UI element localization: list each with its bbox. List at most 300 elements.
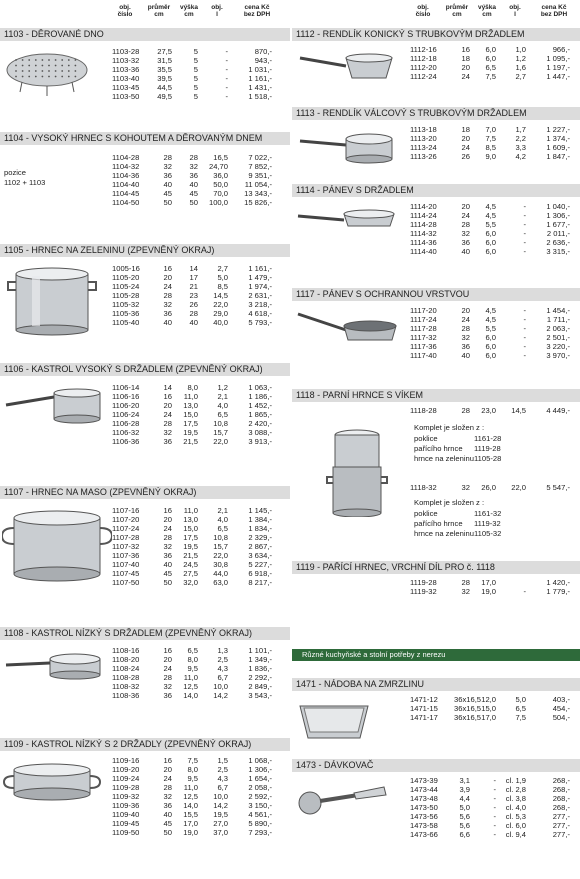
diameter: 50 [163, 198, 172, 207]
price: 3 218,- [248, 300, 272, 309]
table-row [112, 47, 282, 56]
price: 8 217,- [248, 578, 272, 587]
volume: - [225, 56, 228, 65]
product-code: 1117-24 [410, 315, 437, 324]
product-code: 1109-16 [112, 756, 140, 765]
volume: - [523, 333, 526, 342]
height: 17,5 [183, 419, 198, 428]
product-code: 1114-40 [410, 247, 437, 256]
table-row [410, 202, 580, 211]
product-code: 1105-20 [112, 273, 140, 282]
product-code: 1106-24 [112, 410, 140, 419]
table-row [112, 792, 282, 801]
price: 2 867,- [248, 542, 272, 551]
lowpan-image [2, 647, 112, 692]
volume: - [225, 74, 228, 83]
product-code: 1107-40 [112, 560, 140, 569]
height: 12,5 [183, 792, 198, 801]
height: 21 [189, 282, 198, 291]
product-code: 1109-24 [112, 774, 140, 783]
price: 1 834,- [248, 524, 272, 533]
price: 1 306,- [546, 211, 570, 220]
set-heading: Komplet je složen z : [414, 423, 485, 432]
price: 1 420,- [546, 578, 570, 587]
volume: 14,5 [213, 291, 228, 300]
price: 1 063,- [248, 383, 272, 392]
table-row [112, 524, 282, 533]
height: 5 [193, 92, 198, 101]
volume: 29,0 [213, 309, 228, 318]
volume: 1,7 [515, 125, 526, 134]
height: 5 [193, 83, 198, 92]
price: 1 349,- [248, 655, 272, 664]
table-row [112, 162, 282, 171]
set-part-code: 1105-32 [474, 529, 502, 538]
diameter: 16 [163, 646, 172, 655]
height: 45 [189, 189, 198, 198]
height: 26 [189, 300, 198, 309]
table-row [112, 828, 282, 837]
volume: 3,3 [515, 143, 526, 152]
product-code: 1114-36 [410, 238, 437, 247]
height: 15,0 [183, 524, 198, 533]
product-code: 1473-50 [410, 803, 438, 812]
diameter: 5,6 [459, 821, 470, 830]
product-code: 1112-24 [410, 72, 437, 81]
diameter: 6,6 [459, 830, 470, 839]
header-diameter: průměr cm [147, 4, 171, 18]
product-code: 1112-18 [410, 54, 437, 63]
price: 1 040,- [546, 202, 570, 211]
header-price: cena Kč bez DPH [540, 4, 568, 18]
section-title: 1109 - KASTROL NÍZKÝ S 2 DRŽADLY (ZPEVNĚNÝ OKRAJ) [0, 738, 290, 751]
diameter: 16 [163, 392, 172, 401]
header-height: výška cm [179, 4, 199, 18]
height: 12,0 [481, 695, 496, 704]
height: 6,5 [187, 646, 198, 655]
product-code: 1107-36 [112, 551, 140, 560]
product-code: 1471-17 [410, 713, 438, 722]
price: 277,- [552, 821, 570, 830]
diameter: 3,1 [459, 776, 470, 785]
height: 8,0 [187, 655, 198, 664]
volume: 100,0 [208, 198, 228, 207]
set-heading: Komplet je složen z : [414, 498, 485, 507]
volume: - [523, 342, 526, 351]
product-section [292, 561, 580, 681]
product-code: 1103-45 [112, 83, 140, 92]
table-row [112, 410, 282, 419]
height: 15,0 [481, 704, 496, 713]
table-row [112, 264, 282, 273]
height: 5,5 [485, 324, 496, 333]
set-part-name: pařícího hrnce [414, 444, 463, 453]
volume: cl. 9,4 [505, 830, 526, 839]
height: 8,5 [485, 143, 496, 152]
volume: - [225, 83, 228, 92]
height: 6,0 [485, 342, 496, 351]
set-part-code: 1161-28 [474, 434, 502, 443]
price: 1 227,- [546, 125, 570, 134]
table-row [112, 646, 282, 655]
volume: - [523, 306, 526, 315]
product-table [112, 153, 282, 207]
product-code: 1109-28 [112, 783, 140, 792]
table-row [112, 756, 282, 765]
volume: 22,0 [213, 551, 228, 560]
product-table [112, 646, 282, 700]
table-row [410, 143, 580, 152]
price: 268,- [552, 803, 570, 812]
product-code: 1119-32 [410, 587, 437, 596]
height: 17 [189, 273, 198, 282]
diameter: 40 [163, 810, 172, 819]
height: 50 [189, 198, 198, 207]
diameter: 24 [163, 664, 172, 673]
height: - [493, 830, 496, 839]
volume: 22,0 [511, 483, 526, 492]
stockpot-image [2, 506, 112, 591]
category-banner: Různé kuchyňské a stolní potřeby z nerezu [292, 649, 580, 661]
volume: - [523, 229, 526, 238]
position-note-value: 1102 + 1103 [4, 178, 46, 187]
set-part-name: hrnce na zeleninu [414, 529, 474, 538]
product-section [0, 486, 290, 606]
diameter: 45 [163, 819, 172, 828]
diameter: 14 [163, 383, 172, 392]
section-title: 1103 - DĚROVANÉ DNO [0, 28, 290, 41]
left-column [0, 0, 290, 864]
price: 268,- [552, 776, 570, 785]
price: 1 479,- [248, 273, 272, 282]
volume: 2,7 [515, 72, 526, 81]
product-code: 1113-24 [410, 143, 437, 152]
price: 7 293,- [248, 828, 272, 837]
table-row [112, 533, 282, 542]
volume: - [225, 92, 228, 101]
product-table [112, 383, 282, 446]
volume: 10,8 [213, 419, 228, 428]
height: 32,0 [183, 578, 198, 587]
product-table [410, 578, 580, 596]
diameter: 20 [163, 401, 172, 410]
price: 2 849,- [248, 682, 272, 691]
height: 7,5 [187, 756, 198, 765]
volume: - [523, 238, 526, 247]
product-code: 1105-28 [112, 291, 140, 300]
height: 11,0 [183, 506, 198, 515]
table-row [410, 134, 580, 143]
header-obj: obj. číslo [117, 4, 133, 18]
diameter: 18 [461, 54, 470, 63]
height: 8,0 [187, 383, 198, 392]
volume: 10,8 [213, 533, 228, 542]
volume: 15,7 [213, 542, 228, 551]
table-row [410, 238, 580, 247]
volume: 1,2 [515, 54, 526, 63]
product-code: 1104-40 [112, 180, 140, 189]
section-title: 1107 - HRNEC NA MASO (ZPEVNĚNÝ OKRAJ) [0, 486, 290, 499]
diameter: 24 [163, 410, 172, 419]
product-section [292, 389, 580, 538]
height: 13,0 [183, 401, 198, 410]
table-row [410, 63, 580, 72]
height: 19,0 [481, 587, 496, 596]
diameter: 36 [163, 309, 172, 318]
price: 4 449,- [546, 406, 570, 415]
volume: 1,6 [515, 63, 526, 72]
height: 5 [193, 65, 198, 74]
table-row [410, 695, 580, 704]
set-part-code: 1161-32 [474, 509, 502, 518]
table-row [112, 765, 282, 774]
price: 15 826,- [244, 198, 272, 207]
product-code: 1109-32 [112, 792, 140, 801]
table-row [112, 65, 282, 74]
diameter: 24 [163, 524, 172, 533]
price: 1 677,- [546, 220, 570, 229]
diameter: 40 [163, 318, 172, 327]
volume: 4,3 [217, 664, 228, 673]
diameter: 26 [461, 152, 470, 161]
height: 17,0 [481, 578, 496, 587]
product-table [410, 202, 580, 256]
height: 11,0 [183, 673, 198, 682]
height: 26,0 [481, 483, 496, 492]
product-section [0, 738, 290, 858]
volume: cl. 4,0 [505, 803, 526, 812]
diameter: 5,6 [459, 812, 470, 821]
product-code: 1105-36 [112, 309, 140, 318]
table-row [410, 830, 580, 839]
product-code: 1471-12 [410, 695, 438, 704]
height: 15,0 [183, 410, 198, 419]
price: 1 447,- [546, 72, 570, 81]
volume: 5,0 [217, 273, 228, 282]
volume: 4,0 [217, 515, 228, 524]
height: 8,0 [187, 765, 198, 774]
height: 27,5 [183, 569, 198, 578]
height: 24,5 [183, 560, 198, 569]
diameter: 16 [163, 756, 172, 765]
table-row [112, 551, 282, 560]
diameter: 20 [163, 655, 172, 664]
section-title: 1114 - PÁNEV S DRŽADLEM [292, 184, 580, 197]
diameter: 45 [163, 189, 172, 198]
price: 6 918,- [248, 569, 272, 578]
section-title: 1119 - PAŘÍCÍ HRNEC, VRCHNÍ DÍL PRO č. 1118 [292, 561, 580, 574]
height: 7,0 [485, 125, 496, 134]
table-row [410, 45, 580, 54]
price: 5 547,- [546, 483, 570, 492]
diameter: 28 [461, 324, 470, 333]
price: 277,- [552, 830, 570, 839]
product-code: 1117-32 [410, 333, 437, 342]
volume: 19,5 [213, 810, 228, 819]
volume: 10,0 [213, 792, 228, 801]
volume: 6,5 [515, 704, 526, 713]
price: 1 197,- [546, 63, 570, 72]
table-row [112, 542, 282, 551]
section-title: 1104 - VYSOKÝ HRNEC S KOHOUTEM A DĚROVANÝM DNEM [0, 132, 290, 145]
product-code: 1103-32 [112, 56, 140, 65]
height: 4,5 [485, 211, 496, 220]
product-section [0, 627, 290, 747]
volume: 14,5 [511, 406, 526, 415]
header-height: výška cm [477, 4, 497, 18]
volume: 44,0 [213, 569, 228, 578]
height: 19,5 [183, 428, 198, 437]
product-code: 1104-50 [112, 198, 140, 207]
table-row [112, 682, 282, 691]
volume: 2,1 [217, 506, 228, 515]
table-row [410, 776, 580, 785]
height: 5 [193, 47, 198, 56]
volume: 6,5 [217, 524, 228, 533]
height: 17,5 [183, 533, 198, 542]
diameter: 20 [163, 765, 172, 774]
table-row [112, 56, 282, 65]
section-title: 1106 - KASTROL VYSOKÝ S DRŽADLEM (ZPEVNĚNÝ OKRAJ) [0, 363, 290, 376]
product-code: 1109-50 [112, 828, 140, 837]
product-code: 1106-20 [112, 401, 140, 410]
table-row [410, 229, 580, 238]
table-row [112, 578, 282, 587]
diameter: 28 [163, 783, 172, 792]
diameter: 36 [461, 342, 470, 351]
pan-image [294, 204, 404, 239]
height: 23 [189, 291, 198, 300]
height: 36 [189, 171, 198, 180]
set-part-code: 1119-32 [474, 519, 501, 528]
product-table [410, 483, 580, 492]
volume: 14,2 [213, 691, 228, 700]
volume: 7,5 [515, 713, 526, 722]
product-code: 1105-32 [112, 300, 140, 309]
price: 2 292,- [248, 673, 272, 682]
section-title: 1112 - RENDLÍK KONICKÝ S TRUBKOVÝM DRŽADLEM [292, 28, 580, 41]
diameter: 40 [163, 180, 172, 189]
section-title: 1118 - PARNÍ HRNCE S VÍKEM [292, 389, 580, 402]
height: 6,0 [485, 229, 496, 238]
price: 1 145,- [248, 506, 272, 515]
price: 1 431,- [248, 83, 272, 92]
header-price: cena Kč bez DPH [243, 4, 271, 18]
volume: 16,5 [213, 153, 228, 162]
product-table [410, 776, 580, 839]
product-code: 1108-24 [112, 664, 140, 673]
conical-image [294, 48, 404, 89]
height: - [493, 821, 496, 830]
table-row [112, 198, 282, 207]
diameter: 32 [163, 300, 172, 309]
price: 3 220,- [546, 342, 570, 351]
diameter: 36 [163, 691, 172, 700]
height: 17,0 [481, 713, 496, 722]
set-part-name: hrnce na zeleninu [414, 454, 474, 463]
price: 3 315,- [546, 247, 570, 256]
diameter: 20 [461, 134, 470, 143]
table-row [112, 664, 282, 673]
volume: 22,0 [213, 437, 228, 446]
volume: - [523, 202, 526, 211]
volume: - [523, 324, 526, 333]
diameter: 20 [163, 273, 172, 282]
section-title: 1105 - HRNEC NA ZELENINU (ZPEVNĚNÝ OKRAJ) [0, 244, 290, 257]
product-code: 1118-32 [410, 483, 437, 492]
product-code: 1109-36 [112, 801, 140, 810]
diameter: 20 [461, 202, 470, 211]
table-row [410, 406, 580, 415]
table-row [112, 153, 282, 162]
product-code: 1106-16 [112, 392, 140, 401]
diameter: 50 [163, 578, 172, 587]
height: 6,0 [485, 238, 496, 247]
price: 1 452,- [248, 401, 272, 410]
height: 14,0 [183, 801, 198, 810]
table-row [112, 560, 282, 569]
diameter: 36x16,5 [454, 704, 482, 713]
height: 5 [193, 56, 198, 65]
product-table [410, 695, 580, 722]
price: 1 454,- [546, 306, 570, 315]
product-code: 1103-36 [112, 65, 140, 74]
volume: 4,2 [515, 152, 526, 161]
volume: - [523, 587, 526, 596]
volume: 70,0 [213, 189, 228, 198]
volume: - [523, 211, 526, 220]
product-code: 1106-14 [112, 383, 140, 392]
height: 9,5 [187, 664, 198, 673]
diameter: 31,5 [157, 56, 172, 65]
product-code: 1473-48 [410, 794, 438, 803]
price: 1 161,- [248, 74, 272, 83]
price: 5 793,- [248, 318, 272, 327]
cylpan-image [294, 127, 404, 172]
height: 28 [189, 153, 198, 162]
diameter: 32 [461, 333, 470, 342]
table-row [112, 673, 282, 682]
volume: - [225, 65, 228, 74]
product-code: 1119-28 [410, 578, 437, 587]
table-row [112, 515, 282, 524]
price: 3 150,- [248, 801, 272, 810]
product-code: 1107-32 [112, 542, 140, 551]
diameter: 44,5 [157, 83, 172, 92]
product-code: 1108-36 [112, 691, 140, 700]
diameter: 32 [461, 229, 470, 238]
table-row [112, 180, 282, 189]
table-row [112, 74, 282, 83]
diameter: 18 [461, 125, 470, 134]
height: - [493, 794, 496, 803]
volume: 24,70 [208, 162, 228, 171]
table-row [112, 419, 282, 428]
table-row [410, 578, 580, 587]
height: - [493, 812, 496, 821]
volume: cl. 1,9 [505, 776, 526, 785]
table-row [410, 587, 580, 596]
diameter: 32 [163, 162, 172, 171]
set-part-name: poklice [414, 509, 438, 518]
price: 11 054,- [244, 180, 272, 189]
price: 4 618,- [248, 309, 272, 318]
height: 4,5 [485, 202, 496, 211]
table-row [112, 437, 282, 446]
table-row [112, 83, 282, 92]
product-code: 1114-20 [410, 202, 437, 211]
table-row [410, 306, 580, 315]
